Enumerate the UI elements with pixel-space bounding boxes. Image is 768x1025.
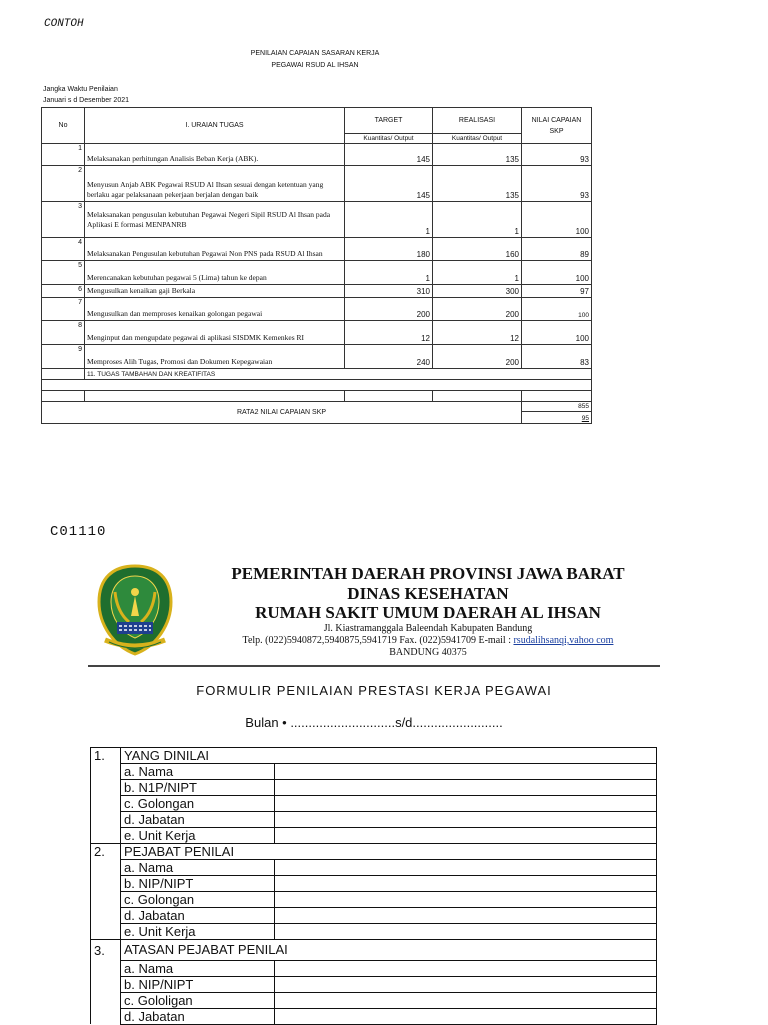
total-value: 855 — [522, 402, 592, 412]
table-row: 4 Melaksanakan Pengusulan kebutuhan Pegawai Non PNS pada RSUD Al Ihsan 180 160 89 — [42, 238, 592, 261]
form-code: C01110 — [50, 524, 107, 540]
west-java-emblem-logo — [95, 562, 175, 658]
field-value[interactable] — [275, 780, 657, 796]
list-item: b. N1P/NIPT — [121, 780, 275, 796]
field-value[interactable] — [275, 860, 657, 876]
kop-city: BANDUNG 40375 — [389, 647, 467, 658]
form-title: FORMULIR PENILAIAN PRESTASI KERJA PEGAWAI — [196, 683, 552, 698]
period-value: Januari s d Desember 2021 — [43, 97, 129, 104]
header-realisasi-sub: Kuantitas/ Output — [433, 134, 522, 144]
section-3-header: 3. ATASAN PEJABAT PENILAI — [91, 940, 657, 961]
kop-divider — [88, 665, 660, 667]
field-value[interactable] — [275, 924, 657, 940]
field-value[interactable] — [275, 764, 657, 780]
kop-line2: DINAS KESEHATAN — [347, 584, 509, 603]
header-target: TARGET — [345, 108, 433, 134]
table-row: 7 Mengusulkan dan memproses kenaikan golongan pegawai 200 200 100 — [42, 298, 592, 321]
field-value[interactable] — [275, 960, 657, 976]
field-value[interactable] — [275, 908, 657, 924]
table-row: 6 Mengusulkan kenaikan gaji Berkala 310 300 97 — [42, 285, 592, 298]
footer-label: RATA2 NILAI CAPAIAN SKP — [42, 402, 522, 424]
contoh-label: CONTOH — [44, 18, 84, 30]
list-item: a. Nama — [121, 764, 275, 780]
table-row: 1 Melaksanakan perhitungan Analisis Beban Kerja (ABK). 145 135 93 — [42, 144, 592, 166]
period-label: Jangka Waktu Penilaian — [43, 86, 118, 93]
skp-title-line1: PENILAIAN CAPAIAN SASARAN KERJA — [250, 50, 380, 57]
list-item: c. Gololigan — [121, 992, 275, 1008]
section-2-header: 2. PEJABAT PENILAI — [91, 844, 657, 860]
average-value: 95 — [522, 412, 592, 424]
field-value[interactable] — [275, 976, 657, 992]
table-row: 8 Menginput dan mengupdate pegawai di aplikasi SISDMK Kemenkes RI 12 12 100 — [42, 321, 592, 345]
list-item: b. NIP/NIPT — [121, 876, 275, 892]
list-item: d. Jabatan — [121, 812, 275, 828]
list-item: a. Nama — [121, 860, 275, 876]
skp-table — [41, 107, 592, 424]
field-value[interactable] — [275, 828, 657, 844]
kop-address: Jl. Kiastramanggala Baleendah Kabupaten Bandung — [323, 623, 533, 634]
field-value[interactable] — [275, 876, 657, 892]
header-task: I. URAIAN TUGAS — [85, 108, 345, 144]
kop-contact — [178, 635, 678, 646]
table-row: 9 Memproses Alih Tugas, Promosi dan Dokumen Kepegawaian 240 200 83 — [42, 345, 592, 369]
list-item: d. Jabatan — [121, 908, 275, 924]
header-no: No — [42, 108, 85, 144]
section-1-header: 1. YANG DINILAI — [91, 748, 657, 764]
kop-contact-text: Telp. (022)5940872,5940875,5941719 Fax. (022)5941709 E-mail : — [242, 635, 511, 646]
bulan-line: Bulan • .............................s/d......................... — [245, 715, 503, 730]
table-row: 3 Melaksanakan pengusulan kebutuhan Pegawai Negeri Sipil RSUD Al Ihsan pada Aplikasi E formasi MENPANRB 1 1 100 — [42, 202, 592, 238]
field-value[interactable] — [275, 812, 657, 828]
field-value[interactable] — [275, 992, 657, 1008]
field-value[interactable] — [275, 892, 657, 908]
email-link[interactable]: rsudalihsanqi,vahoo com — [513, 635, 614, 646]
table-row: 5 Merencanakan kebutuhan pegawai 5 (Lima) tahun ke depan 1 1 100 — [42, 261, 592, 285]
kop-line3: RUMAH SAKIT UMUM DAERAH AL IHSAN — [255, 603, 601, 622]
header-nilai: NILAI CAPAIAN SKP — [522, 108, 592, 144]
field-value[interactable] — [275, 796, 657, 812]
list-item: c. Golongan — [121, 892, 275, 908]
kop-line1: PEMERINTAH DAERAH PROVINSI JAWA BARAT — [231, 564, 625, 583]
list-item: c. Golongan — [121, 796, 275, 812]
section2-label: 11. TUGAS TAMBAHAN DAN KREATIFITAS — [85, 369, 592, 380]
evaluation-form-table — [90, 747, 657, 1025]
list-item: e. Unit Kerja — [121, 828, 275, 844]
field-value[interactable] — [275, 1008, 657, 1024]
header-target-sub: Kuantitas/ Output — [345, 134, 433, 144]
list-item: a. Nama — [121, 960, 275, 976]
header-realisasi: REALISASI — [433, 108, 522, 134]
list-item: b. NIP/NIPT — [121, 976, 275, 992]
skp-title-line2: PEGAWAI RSUD AL IHSAN — [271, 62, 359, 69]
list-item: e. Unit Kerja — [121, 924, 275, 940]
table-row: 2 Menyusun Anjab ABK Pegawai RSUD Al Ihsan sesuai dengan ketentuan yang berlaku agar pelaksanaan pekerjaan berjalan dengan baik 145 135 93 — [42, 166, 592, 202]
list-item: d. Jabatan — [121, 1008, 275, 1024]
